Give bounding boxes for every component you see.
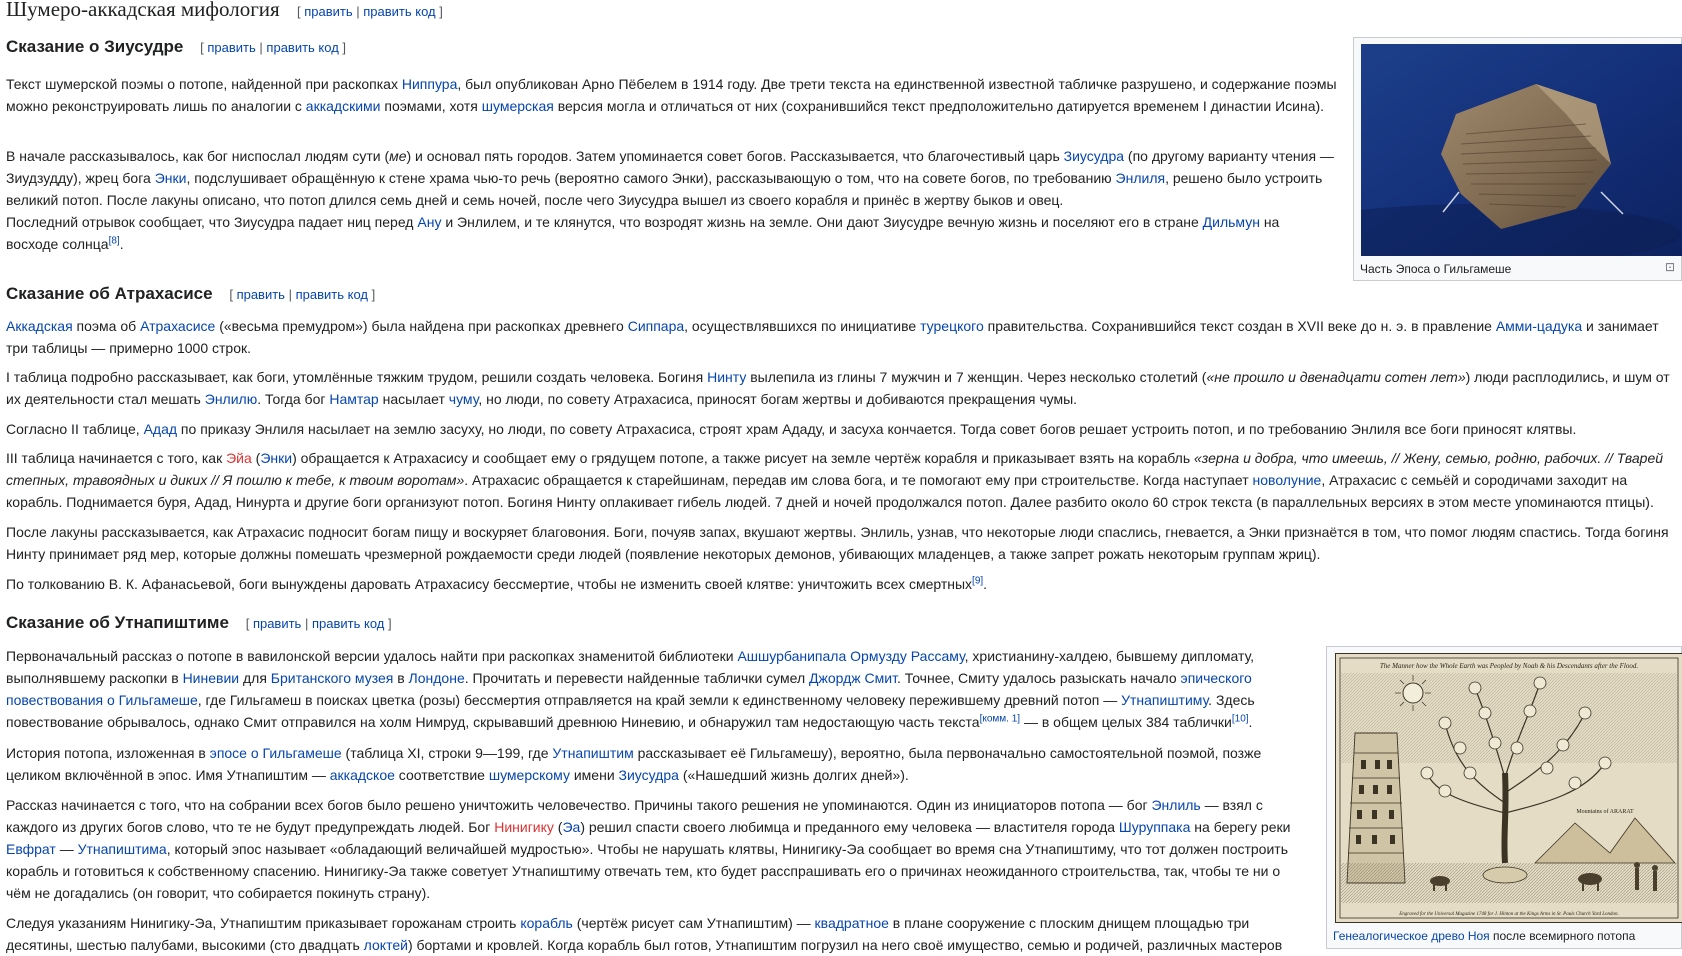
paragraph: Текст шумерской поэмы о потопе, найденной при раскопках Ниппура, был опубликован Арно Пёбелем в 1914 году. Две трети текста на единственной известной табличке разрушено, и содержание поэмы можно реконструировать лишь по аналогии с аккадскими поэмами, хотя шумерская версия могла и отличаться от них (сохранившийся текст предположительно датируется временем I династии Исина).	[6, 76, 1337, 114]
engraving-image[interactable]	[1335, 653, 1682, 923]
tablet-image[interactable]	[1361, 44, 1682, 256]
link[interactable]: Джордж Смит	[809, 670, 897, 686]
paragraph: Первоначальный рассказ о потопе в вавилонской версии удалось найти при раскопках знаменитой библиотеки Ашшурбанипала Ормузду Рассаму, христианину-халдею, бывшему дипломату, выполнявшему раскопки в Ниневии для Британского музея в Лондоне. Прочитать и перевести найденные таблички сумел Джордж Смит. Точнее, Смиту удалось разыскать начало эпического повествования о Гильгамеше, где Гильгамеш в поисках цветка (розы) бессмертия отправляется на край земли к единственному человеку пережившему древний потоп — Утнапиштиму. Здесь повествование обрывалось, однако Смит отправился на холм Нимруд, скрывавший древнюю Ниневию, и обнаружил там недостающую часть текста[комм. 1] — в общем целых 384 таблички[10].	[6, 648, 1255, 730]
paragraph: После лакуны рассказывается, как Атрахасис подносит богам пищу и воскуряет благовония. Боги, почуяв запах, вкушают жертвы. Энлиль, узнав, что некоторые люди спаслись, гневается, а Энки признаётся в том, что помог людям спастись. Тогда богиня Нинту принимает ряд мер, которые должны помешать чрезмерной рождаемости среди людей (появление некоторых демонов, убивающих младенцев, а также запрет рожать некоторым группам жриц).	[6, 524, 1669, 562]
link[interactable]: Зиусудра	[1063, 148, 1125, 164]
edit-link[interactable]: править	[304, 4, 353, 19]
link[interactable]: эпосе о Гильгамеше	[209, 745, 342, 761]
edit-links: [ править | править код ]	[296, 4, 443, 19]
link[interactable]: эпического повествования о Гильгамеше	[6, 670, 1252, 708]
engraving-footer: Engraved for the Universal Magazine 1748 for J. Hinton at the Kings Arms in St. Pauls Church Yard London.	[1399, 912, 1619, 917]
edit-code-link[interactable]: править код	[295, 287, 368, 302]
link[interactable]: Нинту	[707, 369, 747, 385]
link[interactable]: Эа	[562, 819, 581, 835]
link[interactable]: корабль	[520, 915, 573, 931]
link[interactable]: Утнапиштима	[77, 841, 167, 857]
figure-tablet	[1353, 37, 1682, 281]
paragraph: Рассказ начинается с того, что на собрании всех богов было решено уничтожить человечество. Причины такого решения не упоминаются. Один из инициаторов потопа — бог Энлиль — взял с каждого из других богов слово, что те не будут предупреждать людей. Бог Нинигику (Эа) решил спасти своего любимца и преданного ему человека — властителя города Шуруппака на берегу реки Евфрат — Утнапиштима, который эпос называет «обладающий величайшей мудростью». Чтобы не нарушать клятвы, Нинигику-Эа сообщает во время сна Утнапиштиму, что тот должен построить корабль и готовиться к собственному спасению. Нинигику-Эа также советует Утнапиштиму отвечать тем, кто будет расспрашивать его о причинах неожиданного строительства, так, чтобы те ни о чём не догадались (он говорит, что собирается покинуть страну).	[6, 797, 1291, 901]
link[interactable]: аккадское	[329, 767, 395, 783]
edit-links: [ править | править код ]	[229, 287, 376, 302]
link[interactable]: Намтар	[329, 391, 379, 407]
link[interactable]: шумерскому	[488, 767, 570, 783]
link[interactable]: Утнапиштиму	[1121, 692, 1209, 708]
note-link[interactable]: [комм. 1]	[979, 713, 1021, 725]
link-missing[interactable]: Нинигику	[494, 819, 554, 835]
section-heading-atrahasis: Сказание об Атрахасисе [ править | править код ]	[6, 284, 376, 303]
link[interactable]: Ниппура	[401, 76, 458, 92]
paragraph: Следуя указаниям Нинигику-Эа, Утнапиштим приказывает горожанам строить корабль (чертёж рисует сам Утнапиштим) — квадратное в плане сооружение с плоским днищем площадью три десятины, шестью палубами, высокими (сто двадцать локтей) бортами и кровлей. Когда корабль был готов, Утнапиштим погрузил на него своё имущество, семью и родичей, различных мастеров	[6, 915, 1283, 953]
section-heading-utnapishtim: Сказание об Утнапиштиме [ править | править код ]	[6, 613, 392, 632]
paragraph: III таблица начинается с того, как Эйа (Энки) обращается к Атрахасису и сообщает ему о грядущем потопе, а также рисует на земле чертёж корабля и приказывает взять на корабль «зерна и добра, что имеешь, // Жену, семью, родню, рабочих. // Тварей степных, травоядных и диких // Я пошлю к тебе, к твоим воротам». Атрахасис обращается к старейшинам, передав им слова бога, и те помогают ему при строительстве. Когда наступает новолуние, Атрахасис с семьёй и сородичами заходит на корабль. Поднимается буря, Адад, Нинурта и другие боги организуют потоп. Богиня Нинту оплакивает гибель людей. 7 дней и ночей продолжался потоп. Далее разбито около 60 строк текста (в параллельных версиях в этом месте упоминаются птицы).	[6, 450, 1664, 510]
link[interactable]: Утнапиштим	[552, 745, 634, 761]
link[interactable]: Сиппара	[627, 318, 685, 334]
engraving-label: Mountains of ARARAT	[1576, 809, 1634, 815]
link[interactable]: Ниневии	[182, 670, 240, 686]
figure-caption-link[interactable]: Генеалогическое древо Ноя	[1333, 929, 1490, 943]
edit-code-link[interactable]: править код	[266, 40, 339, 55]
page-title	[6, 0, 443, 25]
section-heading-ziusudra: Сказание о Зиусудре [ править | править код ]	[6, 37, 347, 56]
link[interactable]: Лондоне	[408, 670, 465, 686]
link[interactable]: шумерская	[481, 98, 554, 114]
link[interactable]: Ормузду Рассаму	[850, 648, 965, 664]
link[interactable]: турецкого	[920, 318, 984, 334]
link[interactable]: квадратное	[814, 915, 889, 931]
figure-caption: Генеалогическое древо Ноя после всемирного потопа	[1333, 929, 1636, 943]
link[interactable]: Атрахасисе	[140, 318, 216, 334]
link[interactable]: Амми-цадука	[1495, 318, 1583, 334]
link[interactable]: Энки	[154, 170, 187, 186]
link[interactable]: локтей	[363, 937, 408, 953]
paragraph: Аккадская поэма об Атрахасисе («весьма премудром») была найдена при раскопках древнего Сиппара, осуществлявшихся по инициативе турецкого правительства. Сохранившийся текст создан в XVII веке до н. э. в правление Амми-цадука и занимает три таблицы — примерно 1000 строк.	[6, 318, 1659, 356]
paragraph: В начале рассказывалось, как бог ниспослал людям сути (ме) и основал пять городов. Затем упоминается совет богов. Рассказывается, что благочестивый царь Зиусудра (по другому варианту чтения — Зиудзудду), жрец бога Энки, подслушивает обращённую к стене храма чью-то речь (вероятно самого Энки), рассказывающую о том, что на совете богов, по требованию Энлиля, решено было устроить великий потоп. После лакуны описано, что потоп длился семь дней и семь ночей, после чего Зиусудра вышел из своего корабля и принёс в жертву быков и овец.	[6, 148, 1334, 208]
paragraph: История потопа, изложенная в эпосе о Гильгамеше (таблица XI, строки 9—199, где Утнапиштим рассказывает её Гильгамешу), вероятно, была первоначально самостоятельной поэмой, позже целиком включённой в эпос. Имя Утнапиштим — аккадское соответствие шумерскому имени Зиусудра («Нашедший жизнь долгих дней»).	[6, 745, 1262, 783]
link[interactable]: Дильмун	[1202, 214, 1260, 230]
reference-link[interactable]: [10]	[1231, 713, 1249, 725]
figure-caption: Часть Эпоса о Гильгамеше	[1360, 262, 1512, 276]
link[interactable]: чуму	[448, 391, 479, 407]
edit-link[interactable]: править	[207, 40, 256, 55]
edit-link[interactable]: править	[236, 287, 285, 302]
edit-link[interactable]: править	[252, 616, 302, 631]
engraving-title: The Manner how the Whole Earth was Peopled by Noah & his Descendants after the Flood.	[1379, 662, 1639, 670]
magnify-icon[interactable]: ⊡	[1664, 260, 1675, 274]
link[interactable]: Евфрат	[6, 841, 56, 857]
link[interactable]: аккадскими	[305, 98, 381, 114]
link[interactable]: Энлилю	[204, 391, 258, 407]
link[interactable]: Зиусудра	[618, 767, 679, 783]
reference-link[interactable]: [9]	[972, 575, 984, 587]
link[interactable]: Ашшурбанипала	[737, 648, 847, 664]
page-title-text: Шумеро-аккадская мифология	[6, 0, 280, 21]
edit-code-link[interactable]: править код	[311, 616, 385, 631]
edit-links: [ править | править код ]	[200, 40, 347, 55]
link[interactable]: Шуруппака	[1118, 819, 1191, 835]
paragraph: I таблица подробно рассказывает, как боги, утомлённые тяжким трудом, решили создать человека. Богиня Нинту вылепила из глины 7 мужчин и 7 женщин. Через несколько столетий («не прошло и двенадцати сотен лет») люди расплодились, и шум от их деятельности стал мешать Энлилю. Тогда бог Намтар насылает чуму, но люди, по совету Атрахасиса, приносят богам жертвы и добиваются прекращения чумы.	[6, 369, 1670, 407]
link[interactable]: Энки	[260, 450, 293, 466]
link[interactable]: новолуние	[1252, 472, 1322, 488]
link[interactable]: Энлиль	[1151, 797, 1201, 813]
paragraph: Последний отрывок сообщает, что Зиусудра падает ниц перед Ану и Энлилем, и те клянутся, что возродят жизнь на земле. Они дают Зиусудре вечную жизнь и поселяют его в стране Дильмун на восходе солнца[8].	[6, 214, 1280, 252]
link[interactable]: Британского музея	[270, 670, 394, 686]
paragraph: Согласно II таблице, Адад по приказу Энлиля насылает на землю засуху, но люди, по совету Атрахасиса, строят храм Ададу, и засуха кончается. Тогда совет богов решает устроить потоп, и по требованию Энлиля все боги приносят клятвы.	[6, 421, 1577, 437]
reference-link[interactable]: [8]	[108, 235, 120, 247]
edit-links: [ править | править код ]	[245, 616, 392, 631]
edit-code-link[interactable]: править код	[363, 4, 436, 19]
link[interactable]: Энлиля	[1115, 170, 1166, 186]
link[interactable]: Ану	[417, 214, 442, 230]
link[interactable]: Адад	[143, 421, 178, 437]
link-missing[interactable]: Эйа	[226, 450, 252, 466]
figure-engraving	[1326, 646, 1682, 949]
link[interactable]: Аккадская	[6, 318, 73, 334]
paragraph: По толкованию В. К. Афанасьевой, боги вынуждены даровать Атрахасису бессмертие, чтобы не изменить своей клятве: уничтожить всех смертных[9].	[6, 575, 988, 592]
